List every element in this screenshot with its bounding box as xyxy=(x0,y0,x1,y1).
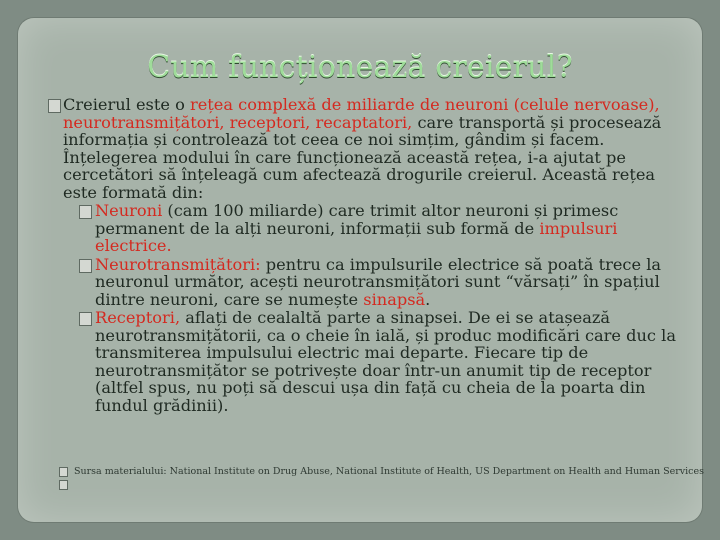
list-item: Neurotransmițători: pentru ca impulsurile electrice să poată trece la neuronul următor, acești neurotransmițători sunt “vărsați” în spațiul dintre neuroni, care se numește sinapsă. xyxy=(46,256,686,309)
bullet-box-icon xyxy=(79,205,92,219)
bullet-box-icon xyxy=(48,99,61,113)
bullet-box-icon xyxy=(79,259,92,273)
highlight-sinapsa: sinapsă xyxy=(363,289,426,309)
bullet-box-icon xyxy=(59,480,68,490)
list-item: Neuroni (cam 100 miliarde) care trimit altor neuroni și primesc permanent de la alți neuroni, informații sub formă de impulsuri electrice. xyxy=(46,202,686,255)
bullet-box-icon xyxy=(59,467,68,477)
list-item: Receptori, aflați de cealaltă parte a sinapsei. De ei se atașează neurotransmițătorii, ca o cheie în ială, și produc modificări care duc la transmiterea impulsului electric mai departe. Fiecare tip de neurotransmițător se potrivește doar într-un anumit tip de receptor (altfel spus, nu poți să descui ușa din față cu cheia de la poarta din fundul grădinii). xyxy=(46,309,686,414)
slide-body xyxy=(46,96,686,414)
source-note: Sursa materialului: National Institute on Drug Abuse, National Institute of Health, US Department on Health and Human Services xyxy=(74,466,704,477)
term-receptori: Receptori, xyxy=(95,308,181,327)
highlight-impulsuri: impulsuri electrice. xyxy=(95,218,618,255)
bullet-box-icon xyxy=(79,312,92,326)
term-neurotransmitatori: Neurotransmițători: xyxy=(95,254,261,274)
intro-paragraph: Creierul este o rețea complexă de miliarde de neuroni (celule nervoase), neurotransmițători, receptori, recaptatori, care transportă și procesează informația și controlează tot ceea ce noi simțim, gândim și facem. Înțelegerea modului în care funcționează această rețea, i-a ajutat pe cercetători să înțeleagă cum afectează drogurile creierul. Această rețea este formată din: xyxy=(46,96,686,201)
term-neuroni: Neuroni xyxy=(95,201,163,220)
intro-highlight: rețea complexă de miliarde de neuroni (celule nervoase), neurotransmițători, receptori, recaptatori, xyxy=(63,95,660,132)
slide-title: Cum funcționează creierul? xyxy=(147,50,573,85)
